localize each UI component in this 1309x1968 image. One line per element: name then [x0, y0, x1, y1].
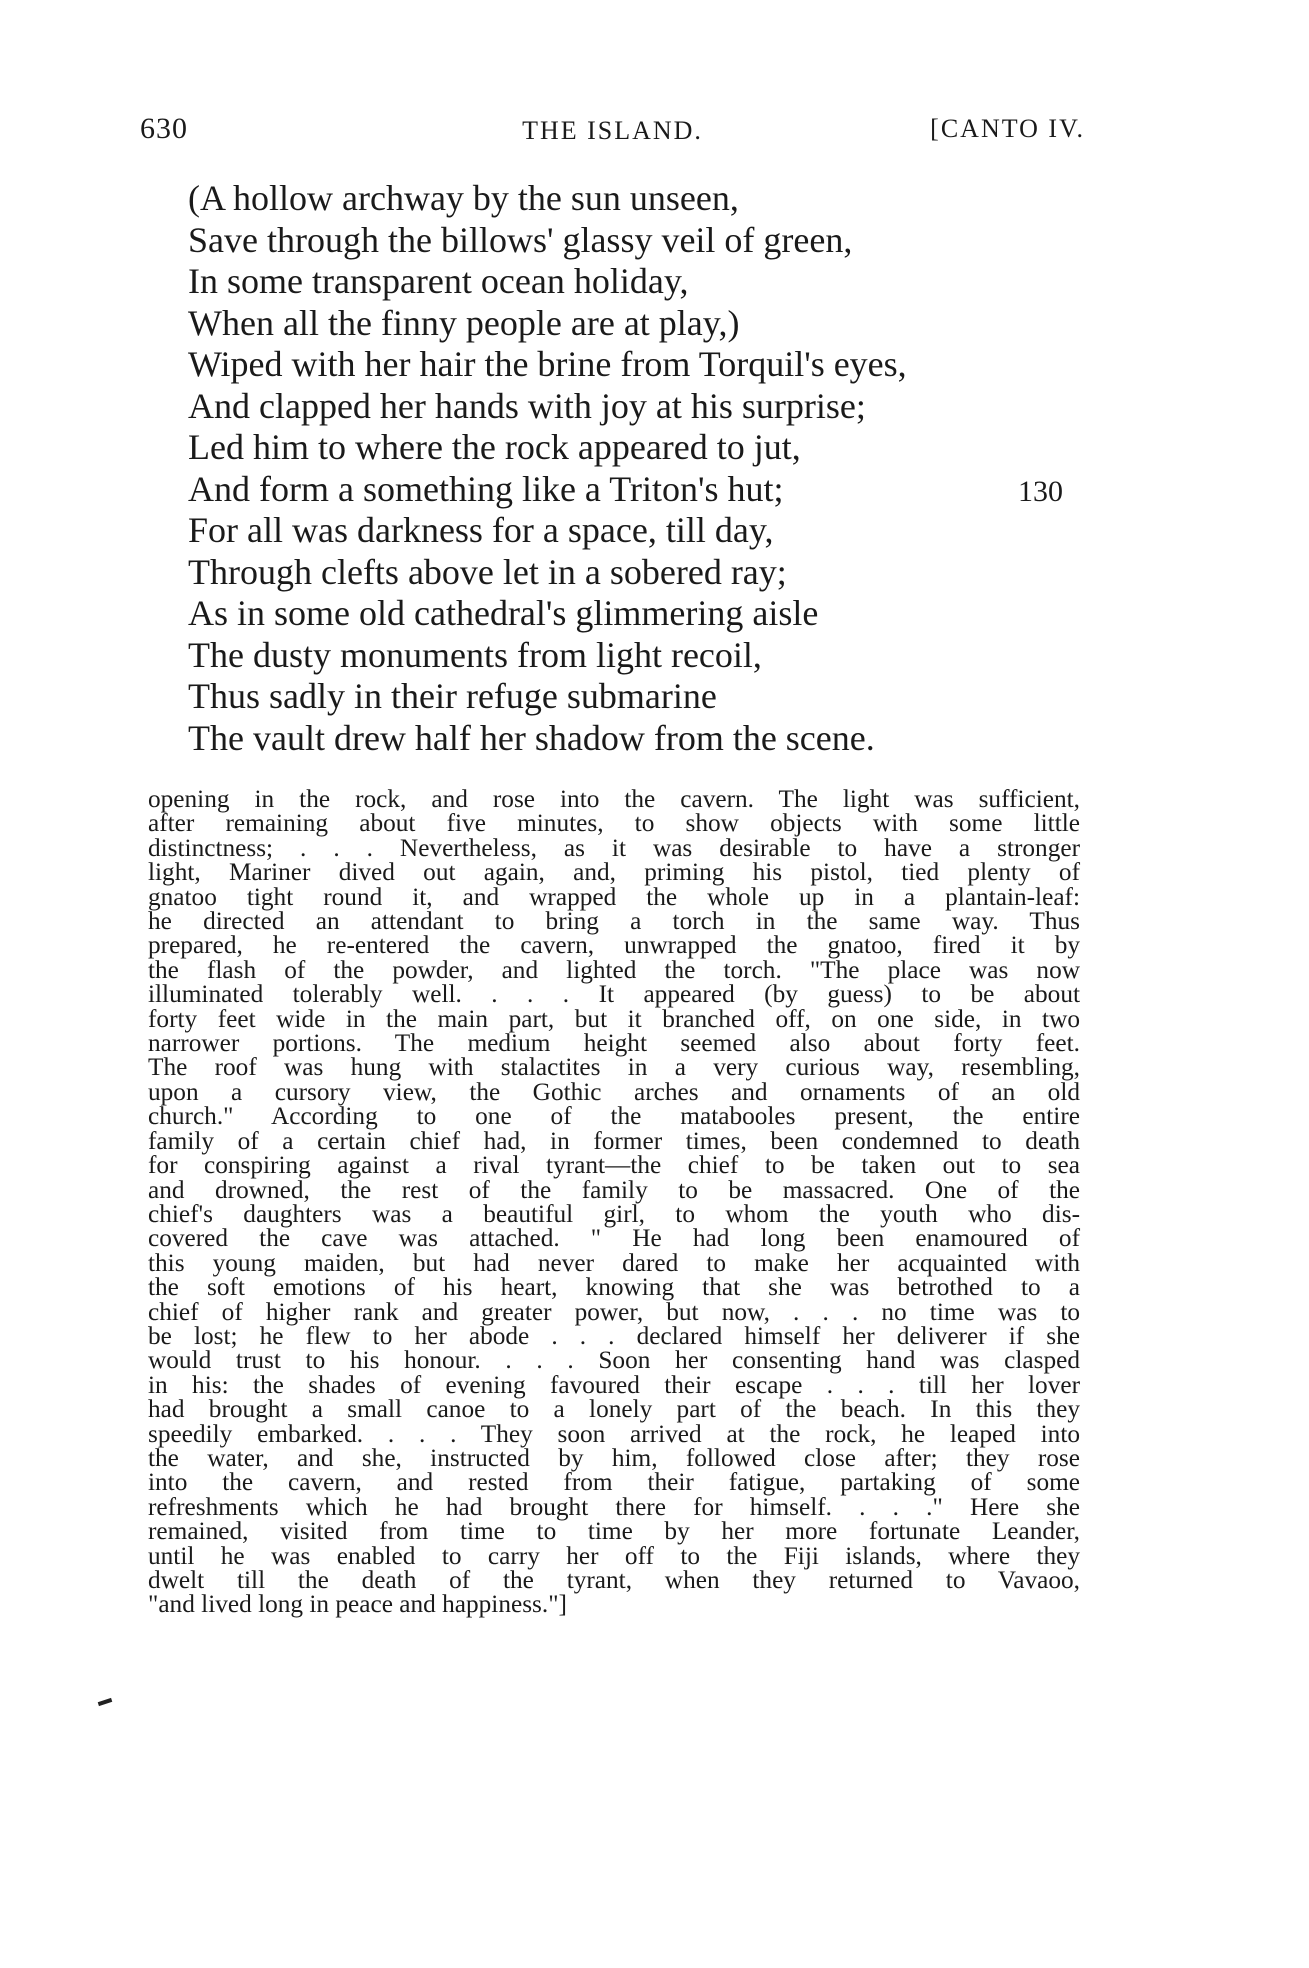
running-header — [140, 112, 1085, 152]
note-line: this young maiden, but had never dared to make her acquainted with — [148, 1248, 1080, 1277]
verse-line: (A hollow archway by the sun unseen, — [188, 178, 739, 218]
note-line: church." According to one of the matabooles present, the entire — [148, 1102, 1080, 1131]
verse-line: Led him to where the rock appeared to jut, — [188, 427, 801, 467]
verse-line: When all the finny people are at play,) — [188, 302, 740, 343]
note-line: the water, and she, instructed by him, followed close after; they rose — [148, 1443, 1080, 1472]
note-line: The roof was hung with stalactites in a very curious way, resembling, — [148, 1053, 1080, 1082]
note-line: prepared, he re-entered the cavern, unwrapped the gnatoo, fired it by — [148, 931, 1080, 960]
note-line: chief's daughters was a beautiful girl, to whom the youth who dis- — [148, 1199, 1080, 1228]
verse-line: And form a something like a Triton's hut; — [188, 468, 784, 509]
note-line: be lost; he flew to her abode . . . declared himself her deliverer if she — [148, 1321, 1080, 1350]
note-line: into the cavern, and rested from their fatigue, partaking of some — [148, 1468, 1080, 1497]
verse-line: Wiped with her hair the brine from Torquil's eyes, — [188, 344, 907, 384]
line-number: 130 — [1018, 474, 1063, 508]
note-line: opening in the rock, and rose into the cavern. The light was sufficient, — [148, 785, 1080, 813]
note-line: remained, visited from time to time by her more fortunate Leander, — [148, 1517, 1080, 1546]
note-line: he directed an attendant to bring a torch in the same way. Thus — [148, 907, 1080, 936]
note-line: speedily embarked. . . . They soon arrived at the rock, he leaped into — [148, 1419, 1080, 1448]
running-title: THE ISLAND. — [522, 116, 703, 145]
verse-line: Thus sadly in their refuge submarine — [188, 676, 717, 716]
verse-line: The vault drew half her shadow from the scene. — [188, 717, 875, 758]
note-line: family of a certain chief had, in former times, been condemned to death — [148, 1126, 1080, 1155]
verse-line: The dusty monuments from light recoil, — [188, 634, 762, 675]
note-line: "and lived long in peace and happiness."] — [148, 1590, 567, 1619]
prose-note — [148, 787, 1080, 1617]
verse-line: In some transparent ocean holiday, — [188, 261, 689, 301]
verse-block — [188, 178, 1108, 759]
note-line: light, Mariner dived out again, and, priming his pistol, tied plenty of — [148, 858, 1080, 887]
margin-mark — [98, 1698, 113, 1706]
note-line: for conspiring against a rival tyrant—the chief to be taken out to sea — [148, 1151, 1080, 1180]
note-line: would trust to his honour. . . . Soon her consenting hand was clasped — [148, 1346, 1080, 1375]
note-line: refreshments which he had brought there for himself. . . ." Here she — [148, 1492, 1080, 1521]
verse-line: Through clefts above let in a sobered ray; — [188, 551, 787, 592]
note-line: gnatoo tight round it, and wrapped the whole up in a plantain-leaf: — [148, 882, 1080, 911]
note-line: in his: the shades of evening favoured their escape . . . till her lover — [148, 1370, 1080, 1399]
verse-line: For all was darkness for a space, till day, — [188, 510, 774, 550]
page-number: 630 — [140, 112, 188, 145]
note-line: had brought a small canoe to a lonely part of the beach. In this they — [148, 1395, 1080, 1424]
verse-line: As in some old cathedral's glimmering aisle — [188, 593, 819, 633]
note-line: dwelt till the death of the tyrant, when they returned to Vavaoo, — [148, 1566, 1080, 1594]
note-line: illuminated tolerably well. . . . It appeared (by guess) to be about — [148, 980, 1080, 1009]
verse-line-with-number — [188, 469, 1108, 511]
note-line: after remaining about five minutes, to show objects with some little — [148, 809, 1080, 838]
note-line: and drowned, the rest of the family to be massacred. One of the — [148, 1175, 1080, 1204]
verse-line: Save through the billows' glassy veil of green, — [188, 219, 853, 260]
verse-line: And clapped her hands with joy at his surprise; — [188, 385, 866, 426]
note-line: the flash of the powder, and lighted the torch. "The place was now — [148, 955, 1080, 984]
note-line: narrower portions. The medium height seemed also about forty feet. — [148, 1029, 1080, 1058]
note-line: covered the cave was attached. " He had long been enamoured of — [148, 1224, 1080, 1253]
note-line: distinctness; . . . Nevertheless, as it was desirable to have a stronger — [148, 833, 1080, 862]
note-line: forty feet wide in the main part, but it branched off, on one side, in two — [148, 1004, 1080, 1033]
note-line: the soft emotions of his heart, knowing that she was betrothed to a — [148, 1273, 1080, 1302]
note-line: upon a cursory view, the Gothic arches and ornaments of an old — [148, 1077, 1080, 1106]
canto-label: [CANTO IV. — [930, 114, 1085, 143]
note-line: until he was enabled to carry her off to the Fiji islands, where they — [148, 1541, 1080, 1570]
note-line: chief of higher rank and greater power, but now, . . . no time was to — [148, 1297, 1080, 1326]
